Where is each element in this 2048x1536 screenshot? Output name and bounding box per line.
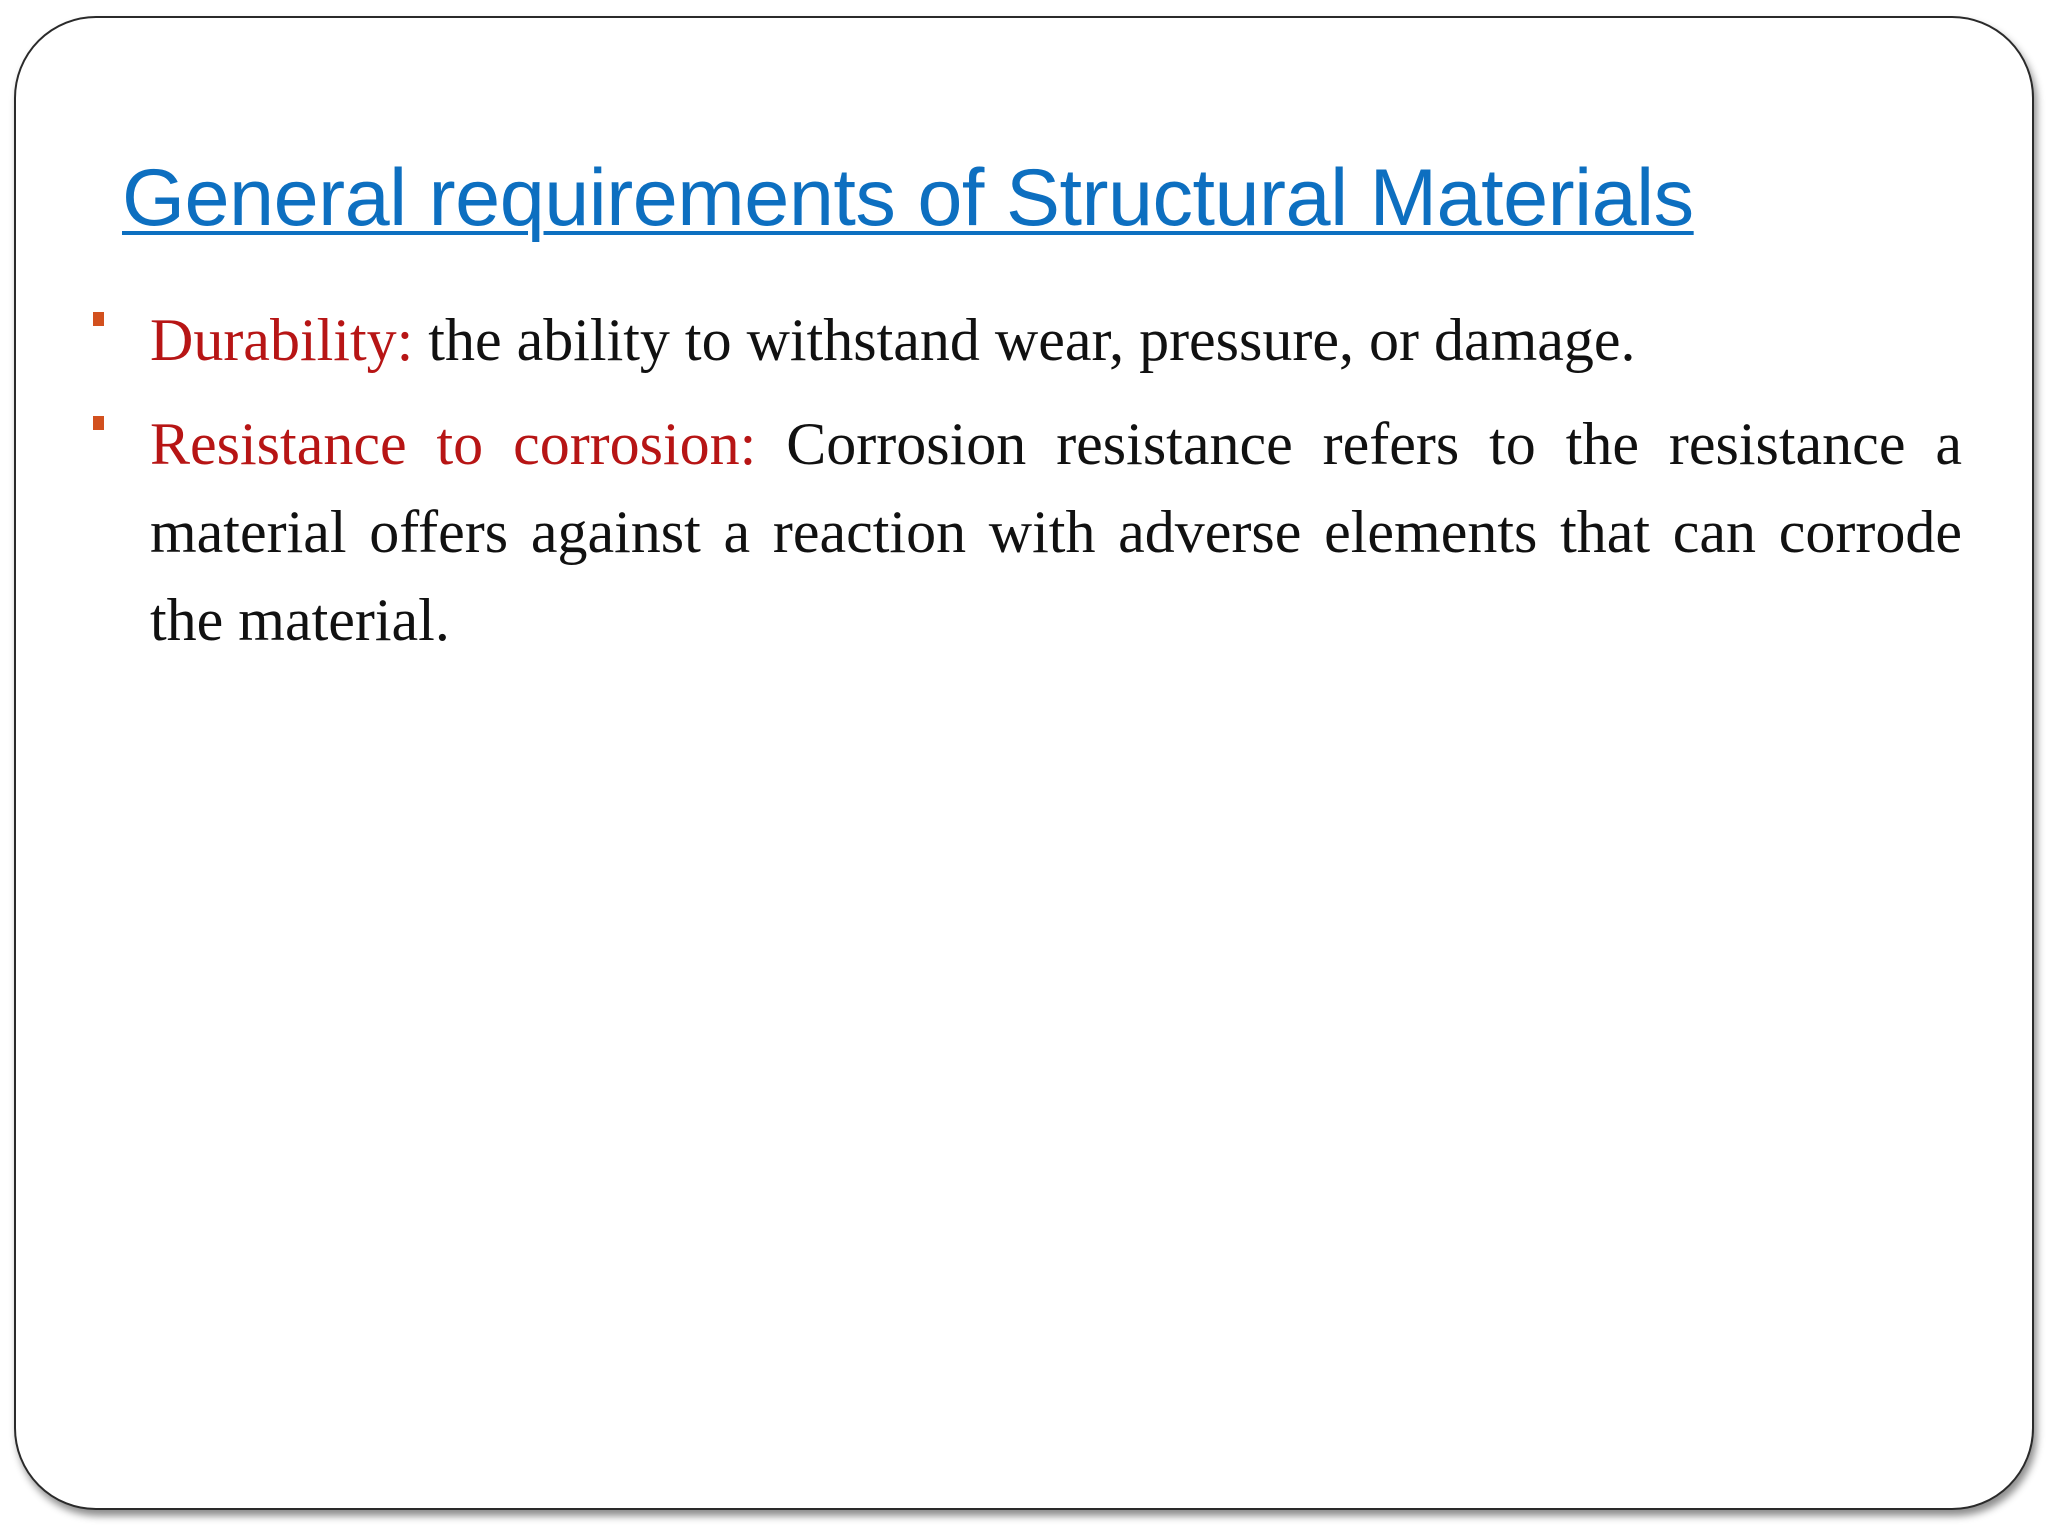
bullet-term: Durability: xyxy=(150,307,414,373)
bullet-description: Corrosion resistance refers to the resistance a material offers against a reaction with adverse elements that can corrode the material. xyxy=(150,411,1962,653)
bullet-item-corrosion-resistance xyxy=(90,400,1962,664)
square-bullet-icon xyxy=(93,416,104,430)
slide-title: General requirements of Structural Materials xyxy=(122,153,1694,243)
bullet-term: Resistance to corrosion: xyxy=(150,411,757,477)
bullet-text xyxy=(150,296,1962,384)
bullet-text xyxy=(150,400,1962,664)
bullet-description: the ability to withstand wear, pressure, or damage. xyxy=(428,307,1636,373)
square-bullet-icon xyxy=(93,312,104,326)
bullet-list xyxy=(90,296,1962,680)
bullet-item-durability xyxy=(90,296,1962,384)
